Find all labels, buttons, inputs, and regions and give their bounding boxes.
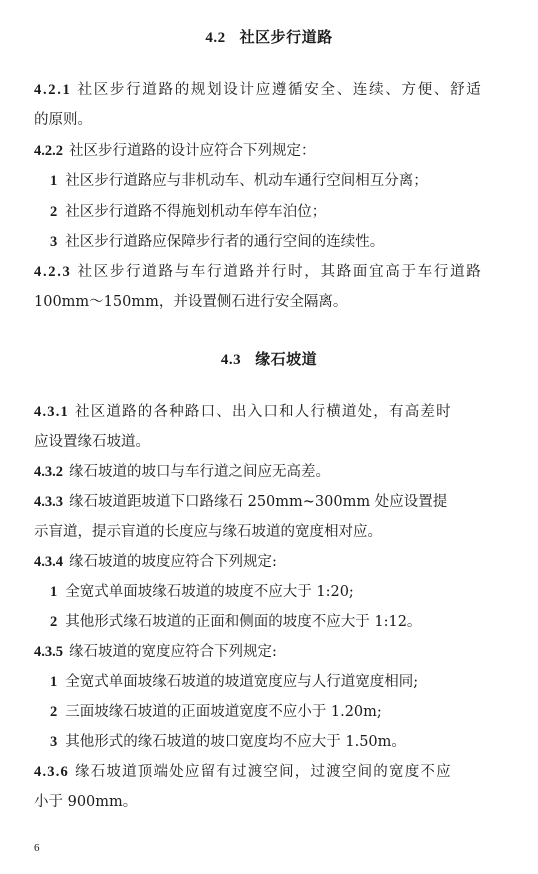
paragraph-text: 缘石坡道的宽度应符合下列规定: [69, 644, 277, 660]
paragraph-text: 100mm～150mm，并设置侧石进行安全隔离。 [34, 294, 348, 310]
paragraph-line [34, 292, 506, 312]
paragraph-text: 社区步行道路的规划设计应遵循安全、连续、方便、舒适 [77, 82, 483, 98]
item-text: 社区步行道路不得施划机动车停车泊位； [65, 204, 327, 220]
item-text: 全宽式单面坡缘石坡道的坡道宽度应与人行道宽度相同; [65, 674, 419, 690]
clause-number: 4.2.2 [34, 143, 63, 159]
paragraph-line [34, 141, 506, 161]
clause-number: 4.3.6 [34, 764, 69, 780]
paragraph-line [34, 462, 506, 482]
item-number: 1 [50, 584, 58, 600]
item-text: 三面坡缘石坡道的正面坡道宽度不应小于 1.20m; [65, 704, 382, 720]
section-title: 社区步行道路 [239, 28, 333, 46]
clause-number: 4.2.3 [34, 264, 72, 280]
item-text: 其他形式的缘石坡道的坡口宽度均不应大于 1.50m。 [65, 734, 406, 750]
paragraph-text: 社区道路的各种路口、出入口和人行横道处，有高差时 [75, 404, 452, 420]
paragraph-text: 缘石坡道的坡口与车行道之间应无高差。 [69, 464, 330, 480]
clause-number: 4.3.5 [34, 644, 63, 660]
clause-number: 4.3.2 [34, 464, 63, 480]
item-text: 社区步行道路应与非机动车、机动车通行空间相互分离； [65, 173, 428, 189]
list-item [50, 702, 506, 722]
clause-number: 4.3.3 [34, 494, 63, 510]
paragraph-line [34, 762, 506, 782]
list-item [50, 202, 506, 222]
paragraph-line [34, 262, 506, 282]
section-number: 4.2 [205, 30, 226, 46]
item-number: 1 [50, 674, 58, 690]
item-number: 2 [50, 704, 58, 720]
paragraph-line [34, 522, 506, 542]
paragraph-text: 缘石坡道距坡道下口路缘石 250mm~300mm 处应设置提 [69, 494, 448, 510]
paragraph-text: 缘石坡道顶端处应留有过渡空间，过渡空间的宽度不应 [75, 764, 452, 780]
paragraph-text: 社区步行道路与车行道路并行时，其路面宜高于车行道路 [77, 264, 483, 280]
item-text: 全宽式单面坡缘石坡道的坡度不应大于 1:20; [65, 584, 354, 600]
clause-number: 4.2.1 [34, 82, 72, 98]
clause-number: 4.3.4 [34, 554, 63, 570]
paragraph-text: 缘石坡道的坡度应符合下列规定: [69, 554, 277, 570]
section-heading-4-3 [0, 348, 538, 369]
section-title: 缘石坡道 [255, 350, 318, 368]
item-number: 2 [50, 614, 58, 630]
paragraph-text: 社区步行道路的设计应符合下列规定： [69, 143, 316, 159]
paragraph-line [34, 110, 506, 130]
paragraph-text: 示盲道，提示盲道的长度应与缘石坡道的宽度相对应。 [34, 524, 382, 540]
paragraph-line [34, 432, 506, 452]
list-item [50, 732, 506, 752]
paragraph-text: 的原则。 [34, 112, 92, 128]
paragraph-line [34, 552, 506, 572]
paragraph-line [34, 80, 506, 100]
item-number: 3 [50, 734, 58, 750]
list-item [50, 582, 506, 602]
list-item [50, 612, 506, 632]
item-text: 其他形式缘石坡道的正面和侧面的坡度不应大于 1:12。 [65, 614, 422, 630]
item-number: 3 [50, 234, 58, 250]
paragraph-line [34, 792, 506, 812]
paragraph-text: 应设置缘石坡道。 [34, 434, 150, 450]
paragraph-line [34, 642, 506, 662]
paragraph-line [34, 402, 506, 422]
item-text: 社区步行道路应保障步行者的通行空间的连续性。 [65, 234, 385, 250]
list-item [50, 171, 506, 191]
clause-number: 4.3.1 [34, 404, 69, 420]
list-item [50, 232, 506, 252]
page-number: 6 [34, 842, 40, 854]
item-number: 2 [50, 204, 58, 220]
section-heading-4-2 [0, 26, 538, 47]
section-number: 4.3 [220, 352, 242, 368]
list-item [50, 672, 506, 692]
paragraph-line [34, 492, 506, 512]
item-number: 1 [50, 173, 58, 189]
paragraph-text: 小于 900mm。 [34, 794, 138, 810]
